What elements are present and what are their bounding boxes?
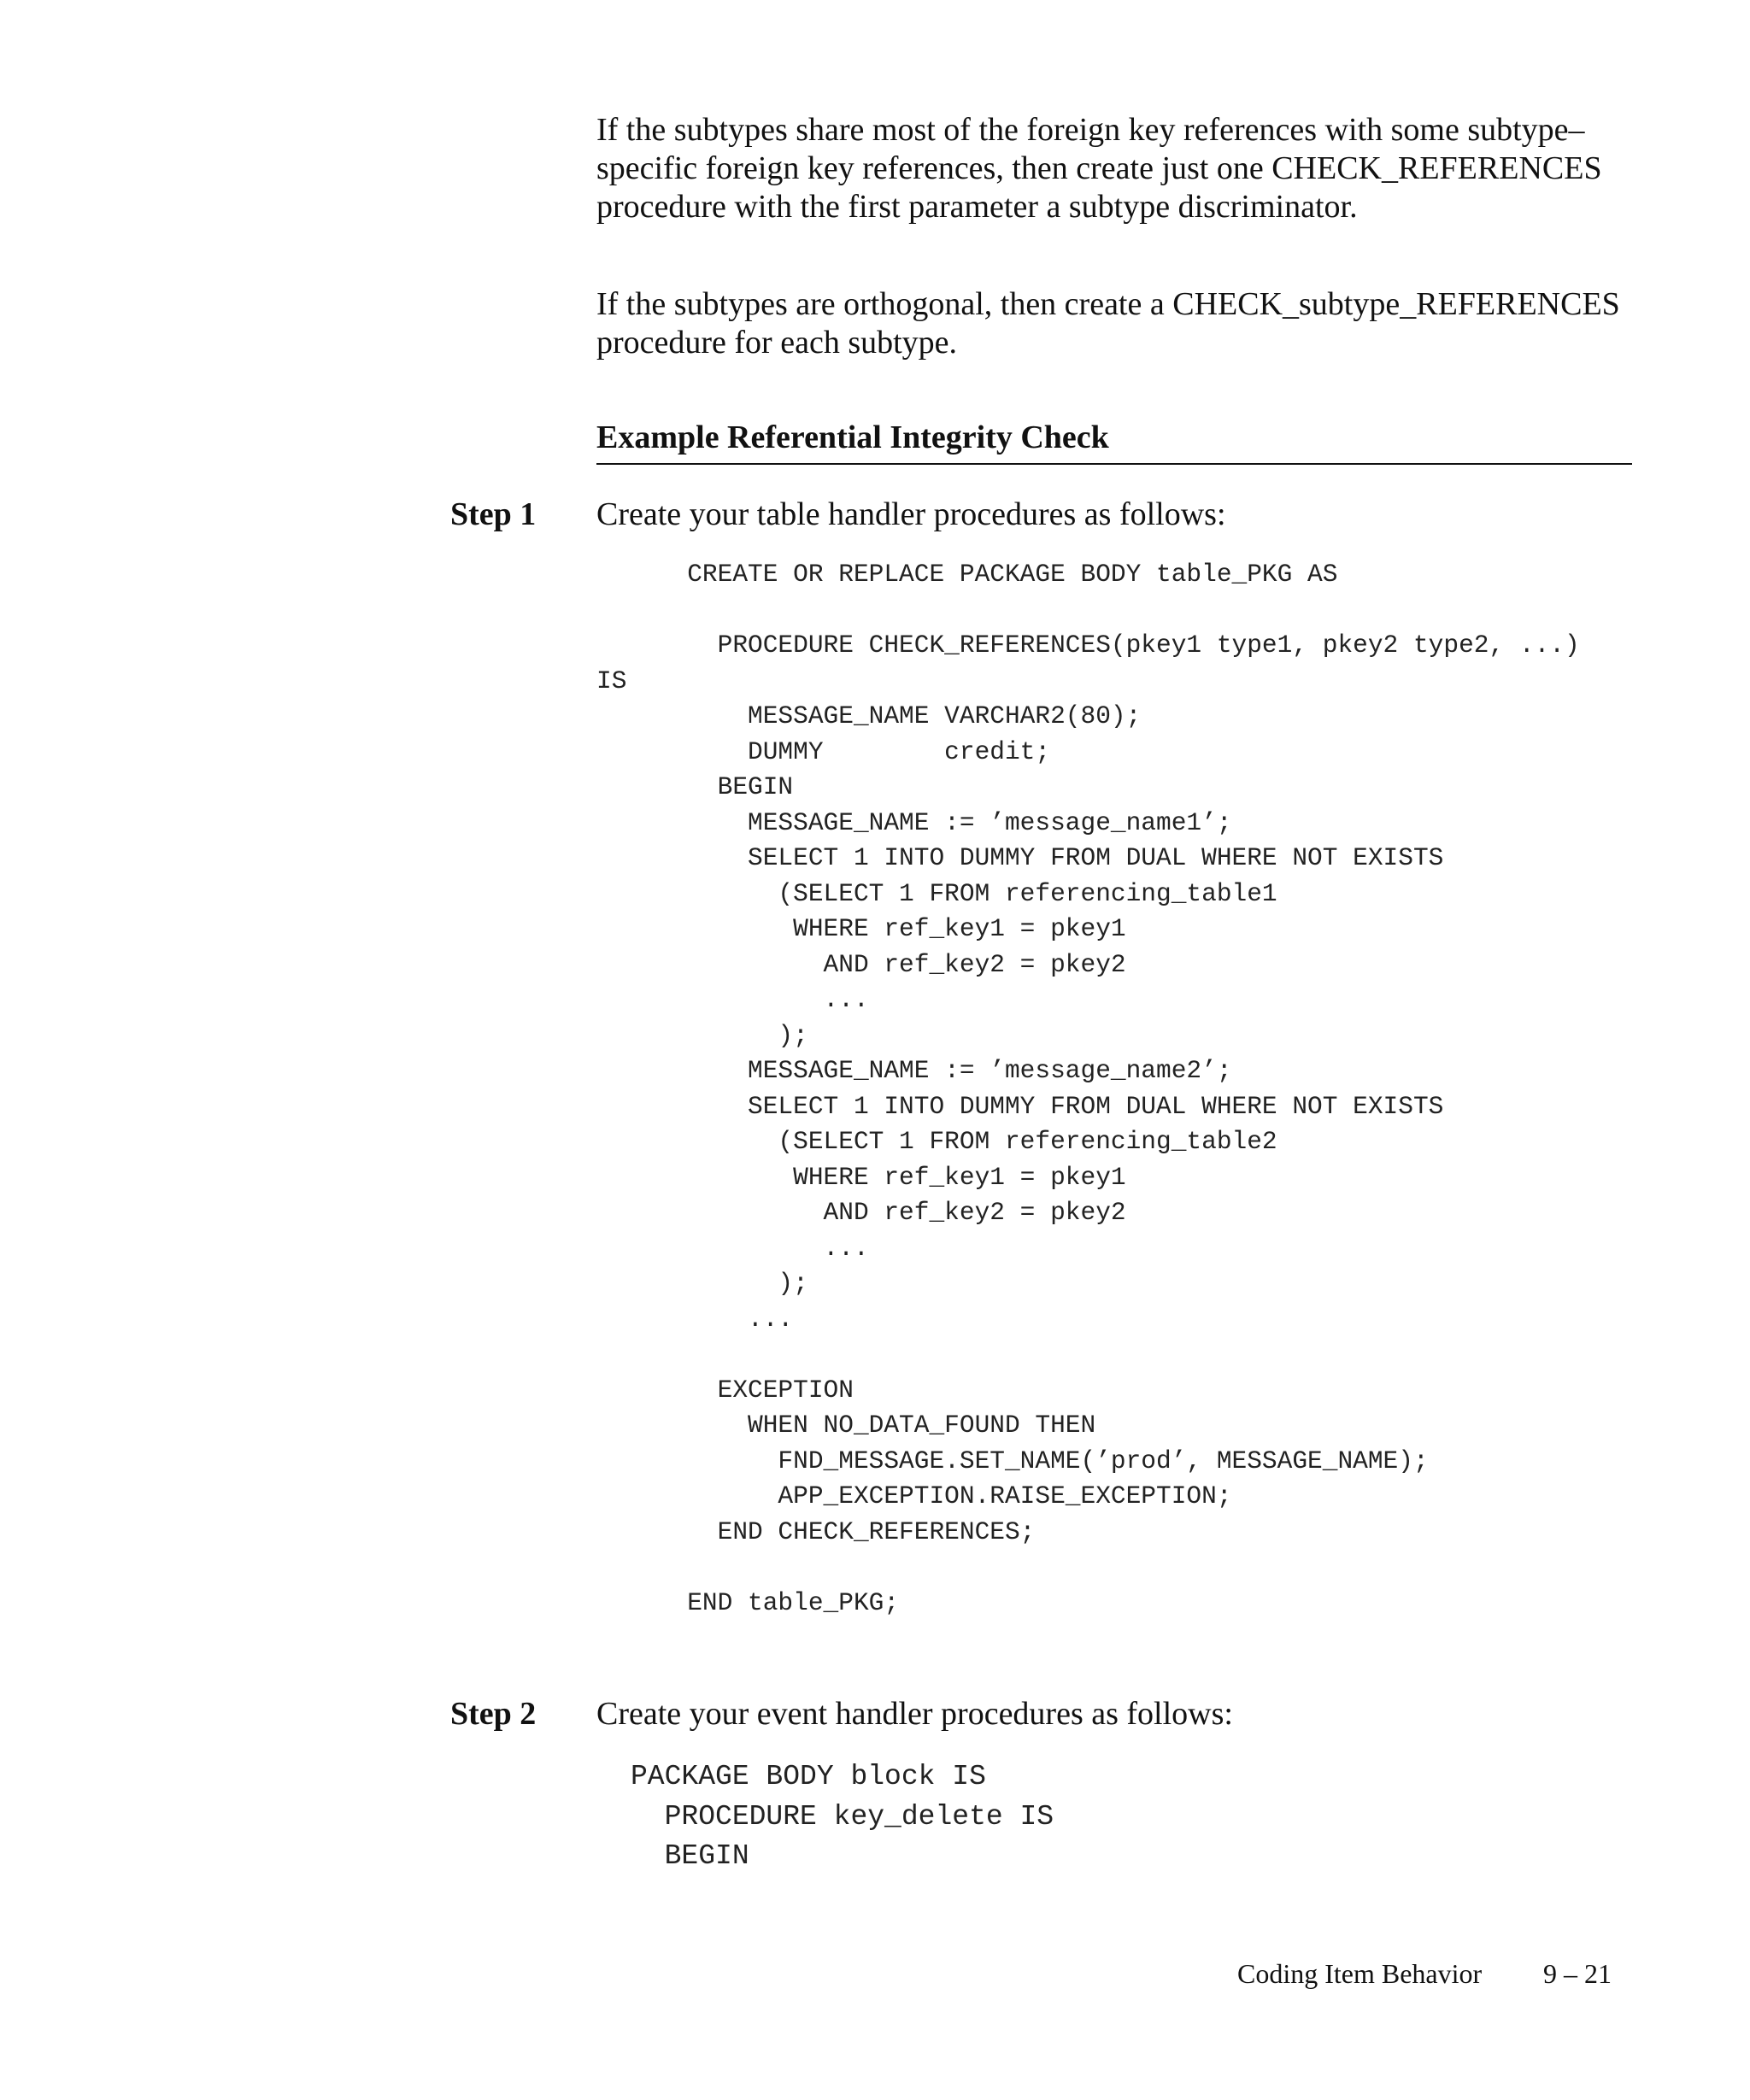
step-2-text: Create your event handler procedures as follows:: [596, 1696, 1233, 1732]
section-heading: Example Referential Integrity Check: [596, 417, 1632, 465]
step-1-text: Create your table handler procedures as follows:: [596, 496, 1226, 532]
step-2-code-block: PACKAGE BODY block IS PROCEDURE key_delete IS BEGIN: [631, 1761, 1054, 1872]
step-1-label: Step 1: [450, 496, 537, 532]
footer-page-number: 9 – 21: [1543, 1958, 1612, 1989]
step-2-label: Step 2: [450, 1696, 537, 1732]
intro-paragraph-2: If the subtypes are orthogonal, then create a CHECK_subtype_REFERENCES procedure for each subtype.: [596, 286, 1620, 361]
intro-paragraph-1: If the subtypes share most of the foreign key references with some subtype–specific foreign key references, then create just one CHECK_REFERENCES procedure with the first parameter a subtype discriminator.: [596, 112, 1602, 225]
step-1-code-block: CREATE OR REPLACE PACKAGE BODY table_PKG AS PROCEDURE CHECK_REFERENCES(pkey1 type1, pkey2 type2, ...) IS MESSAGE_NAME VARCHAR2(80); DUMMY credit; BEGIN MESSAGE_NAME := ’message_name1’; SELECT 1 INTO DUMMY FROM DUAL WHERE NOT EXISTS (SELECT 1 FROM referencing_table1 WHERE ref_key1 = pkey1 AND ref_key2 = pkey2 ... ); MESSAGE_NAME := ’message_name2’; SELECT 1 INTO DUMMY FROM DUAL WHERE NOT EXISTS (SELECT 1 FROM referencing_table2 WHERE ref_key1 = pkey1 AND ref_key2 = pkey2 ... ); ... EXCEPTION WHEN NO_DATA_FOUND THEN FND_MESSAGE.SET_NAME(’prod’, MESSAGE_NAME); APP_EXCEPTION.RAISE_EXCEPTION; END CHECK_REFERENCES; END table_PKG;: [596, 560, 1580, 1617]
footer-chapter-title: Coding Item Behavior: [1237, 1958, 1483, 1989]
